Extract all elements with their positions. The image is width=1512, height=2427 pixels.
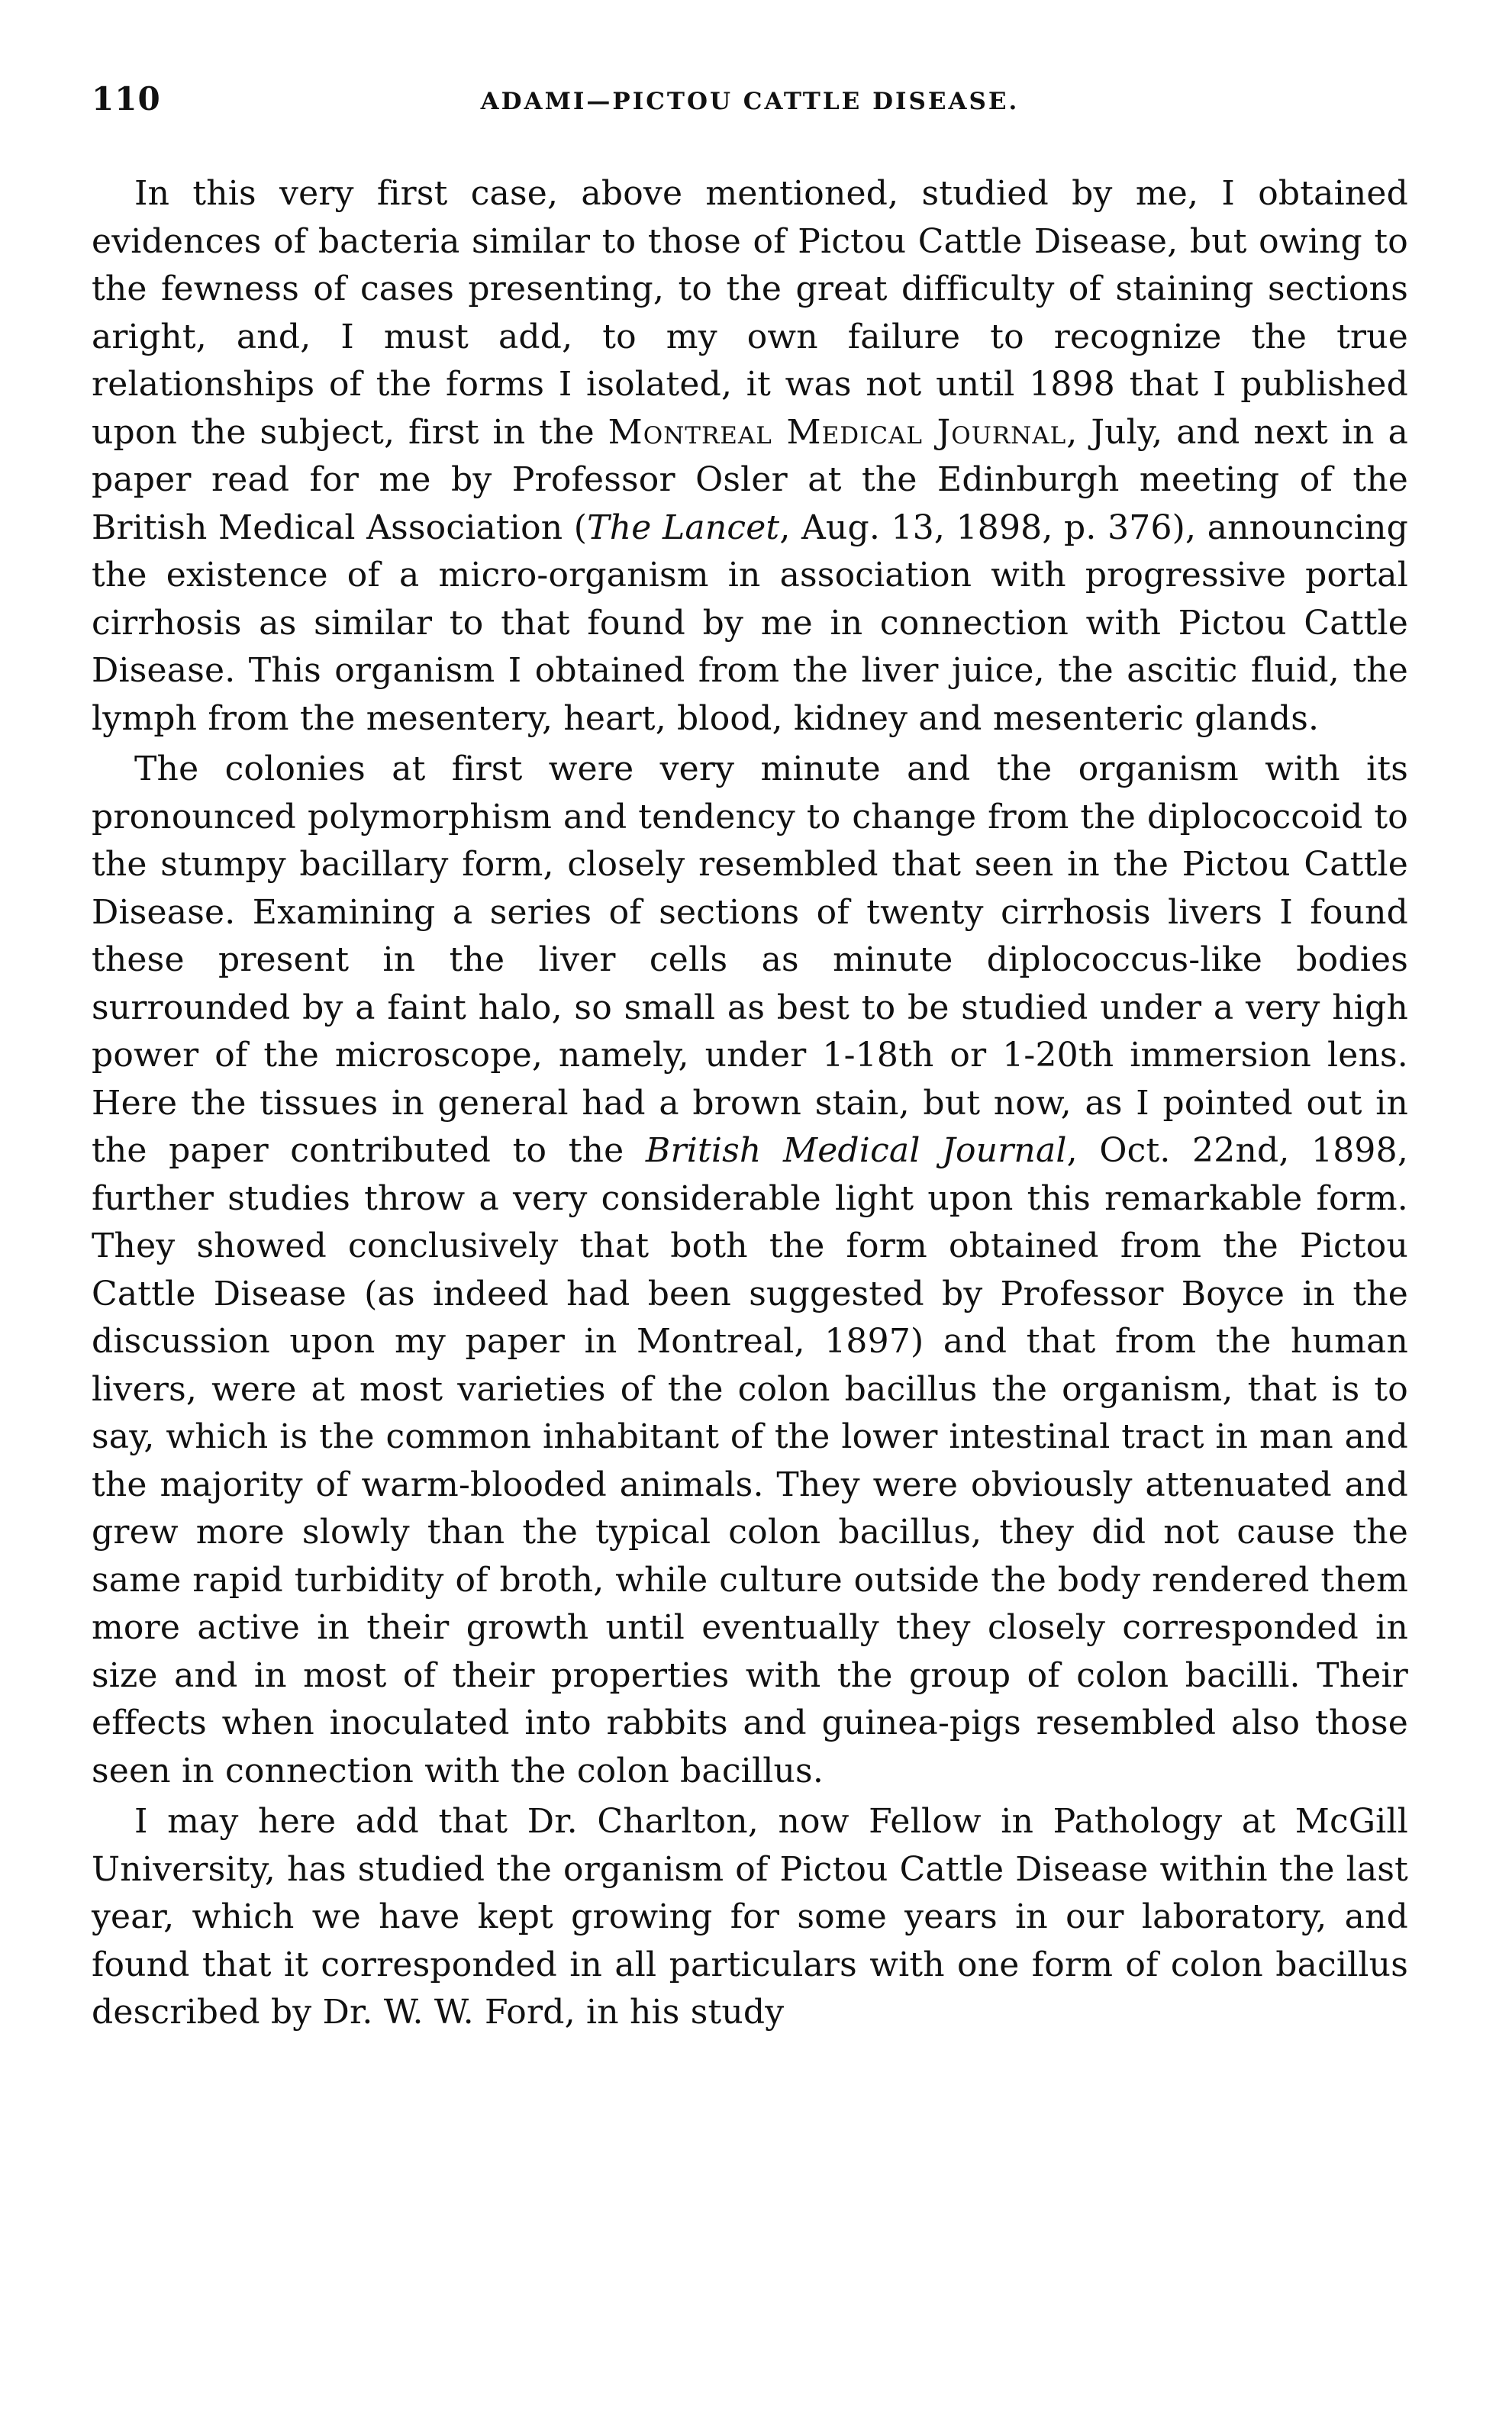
paragraph-3 — [92, 1798, 1408, 2037]
paragraph-1-text-a: In this very first case, above mentioned, studied by me, I obtained evidences of bacteria similar to those of Pictou Cattle Disease, but owing to the fewness of cases presenting, to the great difficulty of staining sections aright, and, I must add, to my own failure to recognize the true relationships of the forms I isolated, it was not until 1898 that I published upon the subject, first in the — [92, 174, 1408, 452]
document-page — [92, 80, 1408, 2037]
paragraph-1-text-b: , July, and next in a paper read for me by Professor Osler at the Edinburgh meeting of the British Medical Association ( — [92, 412, 1408, 547]
paragraph-1-text-c: , Aug. 13, 1898, p. 376), announcing the existence of a micro-organism in association with progressive portal cirrhosis as similar to that found by me in connection with Pictou Cattle Disease. This organism I obtained from the liver juice, the ascitic fluid, the lymph from the mesentery, heart, blood, kidney and mesenteric glands. — [92, 508, 1408, 738]
paragraph-3-text: I may here add that Dr. Charlton, now Fellow in Pathology at McGill University, has studied the organism of Pictou Cattle Disease within the last year, which we have kept growing for some years in our laboratory, and found that it corresponded in all particulars with one form of colon bacillus described by Dr. W. W. Ford, in his study — [92, 1802, 1408, 2032]
page-number: 110 — [92, 80, 161, 118]
running-head — [92, 80, 1408, 134]
body-text — [92, 170, 1408, 2037]
journal-name-montreal: Montreal Medical Journal — [608, 412, 1067, 452]
paragraph-2-text-b: , Oct. 22nd, 1898, further studies throw a very considerable light upon this remarkable form. They showed conclusively that both the form obtained from the Pictou Cattle Disease (as indeed had been suggested by Professor Boyce in the discussion upon my paper in Montreal, 1897) and that from the human livers, were at most varieties of the colon bacillus the organism, that is to say, which is the common inhabitant of the lower intestinal tract in man and the majority of warm-blooded animals. They were obviously attenuated and grew more slowly than the typical colon bacillus, they did not cause the same rapid turbidity of broth, while culture outside the body rendered them more active in their growth until eventually they closely corresponded in size and in most of their properties with the group of colon bacilli. Their effects when inoculated into rabbits and guinea-pigs resembled also those seen in connection with the colon bacillus. — [92, 1131, 1409, 1790]
paragraph-2 — [92, 746, 1408, 1795]
running-title: ADAMI—PICTOU CATTLE DISEASE. — [480, 88, 1020, 115]
journal-name-lancet: The Lancet — [587, 508, 780, 547]
paragraph-2-text-a: The colonies at first were very minute and the organism with its pronounced polymorphism and tendency to change from the diplococcoid to the stumpy bacillary form, closely resembled that seen in the Pictou Cattle Disease. Examining a series of sections of twenty cirrhosis livers I found these present in the liver cells as minute diplococcus-like bodies surrounded by a faint halo, so small as best to be studied under a very high power of the microscope, namely, under 1-18th or 1-20th immersion lens. Here the tissues in general had a brown stain, but now, as I pointed out in the paper contributed to the — [92, 749, 1408, 1170]
paragraph-1 — [92, 170, 1408, 743]
journal-name-bmj: British Medical Journal — [645, 1131, 1067, 1170]
